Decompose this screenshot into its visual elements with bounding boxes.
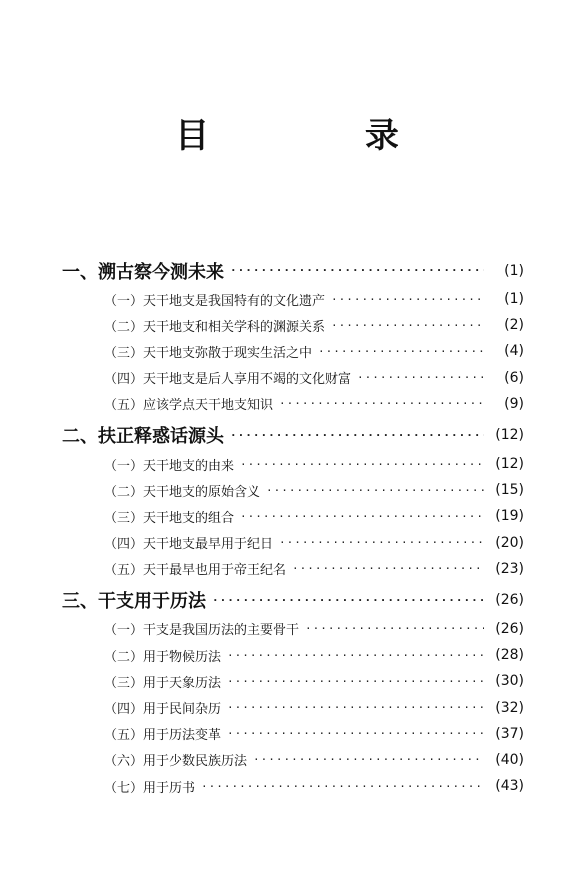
toc-section-row[interactable] (62, 312, 524, 338)
toc-page-number: (28) (495, 647, 524, 664)
toc-section-row[interactable] (62, 616, 524, 642)
toc-chapter-title: 三、干支用于历法 (62, 591, 206, 613)
toc-leader-dots (318, 345, 484, 358)
toc-page-number: (6) (504, 369, 524, 386)
toc-section-title: （四）天干地支最早用于纪日 (104, 537, 274, 553)
toc-page-number: (23) (495, 560, 524, 577)
toc-chapter-title: 一、溯古察今测未来 (62, 261, 224, 283)
toc-section-row[interactable] (62, 286, 524, 312)
toc-section-title: （四）天干地支是后人享用不竭的文化财富 (104, 372, 352, 388)
toc-page-number: (26) (495, 592, 524, 609)
toc-section-title: （一）天干地支是我国特有的文化遗产 (104, 293, 326, 309)
toc-section-row[interactable] (62, 556, 524, 582)
toc-page-number: (40) (495, 751, 524, 768)
toc-leader-dots (279, 536, 484, 549)
toc-section-row[interactable] (62, 338, 524, 364)
toc-section-title: （二）用于物候历法 (104, 649, 222, 665)
page-title: 目 录 (175, 116, 471, 156)
toc-page-number: (12) (495, 427, 524, 444)
toc-leader-dots (201, 780, 484, 793)
toc-page-number: (19) (495, 508, 524, 525)
toc-section-title: （五）用于历法变革 (104, 728, 222, 744)
toc-section-title: （四）用于民间杂历 (104, 702, 222, 718)
toc-page-number: (32) (495, 699, 524, 716)
toc-section-row[interactable] (62, 391, 524, 417)
toc-page-number: (1) (504, 291, 524, 308)
toc-page-number: (2) (504, 317, 524, 334)
toc-leader-dots (305, 622, 484, 635)
toc-page-number: (1) (504, 262, 524, 279)
toc-leader-dots (357, 371, 484, 384)
toc-section-row[interactable] (62, 503, 524, 529)
toc-page-number: (37) (495, 725, 524, 742)
toc-leader-dots (227, 675, 484, 688)
toc-leader-dots (240, 510, 484, 523)
toc-section-title: （一）干支是我国历法的主要骨干 (104, 623, 300, 639)
toc-chapter-row[interactable] (62, 585, 524, 616)
toc-leader-dots (227, 649, 484, 662)
toc-section-row[interactable] (62, 477, 524, 503)
toc-page-number: (30) (495, 673, 524, 690)
toc-section-title: （三）用于天象历法 (104, 675, 222, 691)
toc-section-title: （七）用于历书 (104, 780, 196, 796)
toc-leader-dots (279, 397, 484, 410)
toc-leader-dots (266, 484, 484, 497)
toc-page-number: (20) (495, 534, 524, 551)
toc-section-title: （二）天干地支和相关学科的渊源关系 (104, 319, 326, 335)
toc-section-title: （三）天干地支的组合 (104, 510, 235, 526)
toc-section-title: （三）天干地支弥散于现实生活之中 (104, 345, 313, 361)
toc-section-title: （六）用于少数民族历法 (104, 754, 248, 770)
toc-page-number: (43) (495, 778, 524, 795)
toc-page-number: (9) (504, 395, 524, 412)
toc-leader-dots (331, 319, 484, 332)
toc-section-title: （五）天干最早也用于帝王纪名 (104, 563, 287, 579)
toc-leader-dots (227, 701, 484, 714)
toc-section-row[interactable] (62, 694, 524, 720)
toc-page-number: (26) (495, 620, 524, 637)
toc-page-number: (4) (504, 343, 524, 360)
toc-section-row[interactable] (62, 530, 524, 556)
toc-leader-dots (253, 753, 484, 766)
toc-chapter-row[interactable] (62, 255, 524, 286)
toc-leader-dots (230, 429, 484, 442)
toc-section-title: （二）天干地支的原始含义 (104, 484, 261, 500)
toc-section-row[interactable] (62, 365, 524, 391)
toc-leader-dots (227, 727, 484, 740)
toc-section-row[interactable] (62, 451, 524, 477)
toc-page-number: (15) (495, 482, 524, 499)
toc-section-row[interactable] (62, 773, 524, 799)
toc-section-row[interactable] (62, 747, 524, 773)
toc-section-title: （五）应该学点天干地支知识 (104, 398, 274, 414)
toc-leader-dots (212, 594, 484, 607)
toc-chapter-row[interactable] (62, 420, 524, 451)
toc-leader-dots (230, 264, 484, 277)
toc-section-title: （一）天干地支的由来 (104, 458, 235, 474)
toc-page-number: (12) (495, 456, 524, 473)
toc-chapter-title: 二、扶正释惑话源头 (62, 426, 224, 448)
toc-section-row[interactable] (62, 642, 524, 668)
toc-leader-dots (331, 293, 484, 306)
toc-section-row[interactable] (62, 721, 524, 747)
toc-leader-dots (292, 562, 484, 575)
toc-section-row[interactable] (62, 668, 524, 694)
table-of-contents (62, 255, 524, 799)
toc-leader-dots (240, 458, 484, 471)
